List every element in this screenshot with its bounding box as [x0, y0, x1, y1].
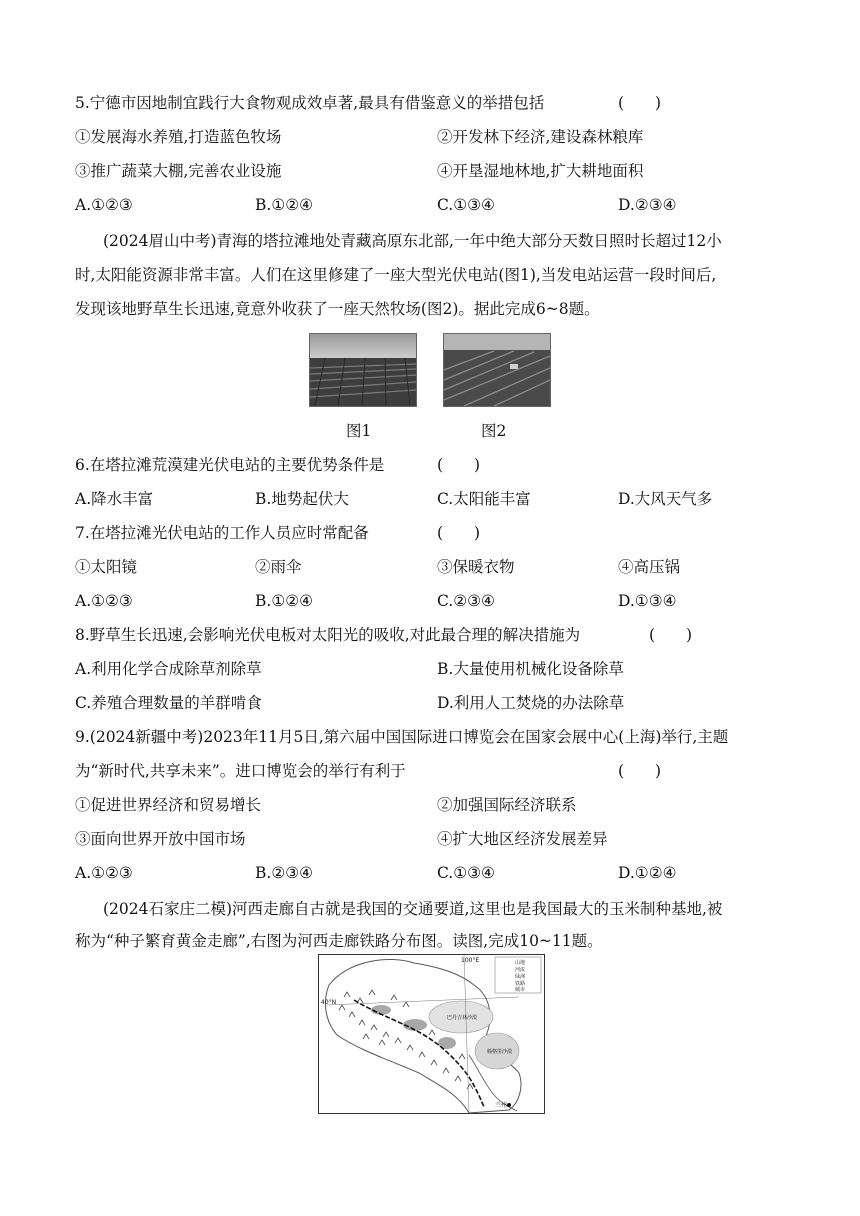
map-legend-city: 城市 [515, 987, 526, 993]
figure-2-caption: 图2 [481, 422, 507, 440]
q7-item-3: ③保暖衣物 [437, 558, 515, 576]
q9-option-c: C.①③④ [437, 864, 495, 882]
q9-answer-bracket: ( ) [618, 762, 662, 780]
q6-option-d: D.大风天气多 [618, 490, 713, 508]
q9-option-a: A.①②③ [75, 864, 133, 882]
q8-stem: 8.野草生长迅速,会影响光伏电板对太阳光的吸收,对此最合理的解决措施为 [75, 626, 581, 644]
map-legend-mountain: 山地 [515, 960, 526, 966]
q7-item-1: ①太阳镜 [75, 558, 138, 576]
q5-item-3: ③推广蔬菜大棚,完善农业设施 [75, 162, 282, 180]
q6-answer-bracket: ( ) [437, 456, 481, 474]
q9-stem-line-1: 9.(2024新疆中考)2023年11月5日,第六届中国国际进口博览会在国家会展中心(上海)举行,主题 [75, 728, 729, 746]
hexi-corridor-railway-map [318, 954, 545, 1114]
q5-item-4: ④开垦湿地林地,扩大耕地面积 [437, 162, 644, 180]
q7-option-a: A.①②③ [75, 592, 133, 610]
lanzhou-city-marker [507, 1103, 511, 1107]
map-legend-river: 河流 [515, 967, 526, 973]
q5-item-2: ②开发林下经济,建设森林粮库 [437, 128, 644, 146]
q9-option-d: D.①②④ [618, 864, 677, 882]
map-label-badain-jaran: 巴丹吉林沙漠 [447, 1015, 478, 1021]
q5-item-1: ①发展海水养殖,打造蓝色牧场 [75, 128, 282, 146]
q9-item-4: ④扩大地区经济发展差异 [437, 830, 608, 848]
passage2-line-2: 称为“种子繁育黄金走廊”,右图为河西走廊铁路分布图。读图,完成10~11题。 [75, 932, 603, 950]
q5-option-b: B.①②④ [255, 196, 314, 214]
q6-option-c: C.太阳能丰富 [437, 490, 531, 508]
q7-stem: 7.在塔拉滩光伏电站的工作人员应时常配备 [75, 524, 369, 542]
map-lon-label: 100°E [461, 957, 480, 964]
q5-option-d: D.②③④ [618, 196, 677, 214]
q8-option-a: A.利用化学合成除草剂除草 [75, 660, 262, 678]
q5-stem: 5.宁德市因地制宜践行大食物观成效卓著,最具有借鉴意义的举措包括 [75, 94, 545, 112]
map-label-tengger: 腾格里沙漠 [487, 1049, 513, 1055]
q9-option-b: B.②③④ [255, 864, 314, 882]
passage1-line-3: 发现该地野草生长迅速,竟意外收获了一座天然牧场(图2)。据此完成6~8题。 [75, 300, 600, 318]
q6-option-a: A.降水丰富 [75, 490, 154, 508]
q7-item-4: ④高压锅 [618, 558, 681, 576]
figure-1-caption: 图1 [346, 422, 372, 440]
q5-option-c: C.①③④ [437, 196, 495, 214]
q6-stem: 6.在塔拉滩荒漠建光伏电站的主要优势条件是 [75, 456, 385, 474]
q8-option-d: D.利用人工焚烧的办法除草 [437, 694, 625, 712]
q9-stem-line-2: 为“新时代,共享未来”。进口博览会的举行有利于 [75, 762, 406, 780]
passage2-line-1: (2024石家庄二模)河西走廊自古就是我国的交通要道,这里也是我国最大的玉米制种基地,被 [103, 900, 723, 918]
q8-option-c: C.养殖合理数量的羊群啃食 [75, 694, 262, 712]
q7-option-c: C.②③④ [437, 592, 495, 610]
q5-answer-bracket: ( ) [618, 94, 662, 112]
figure-2-photo [443, 333, 551, 407]
q9-item-1: ①促进世界经济和贸易增长 [75, 796, 262, 814]
figure-1-photo [309, 333, 417, 407]
q8-answer-bracket: ( ) [649, 626, 693, 644]
q8-option-b: B.大量使用机械化设备除草 [437, 660, 624, 678]
map-legend-oasis: 绿洲 [515, 974, 526, 980]
q7-option-d: D.①③④ [618, 592, 677, 610]
passage1-line-1: (2024眉山中考)青海的塔拉滩地处青藏高原东北部,一年中绝大部分天数日照时长超过12小 [103, 232, 722, 250]
map-lat-label: 40°N [321, 999, 337, 1006]
q5-option-a: A.①②③ [75, 196, 133, 214]
q7-answer-bracket: ( ) [437, 524, 481, 542]
passage1-line-2: 时,太阳能资源非常丰富。人们在这里修建了一座大型光伏电站(图1),当发电站运营一段时间后, [75, 266, 717, 284]
map-label-lanzhou: 兰州 [495, 1102, 508, 1109]
map-legend-railway: 铁路 [515, 981, 526, 987]
q9-item-2: ②加强国际经济联系 [437, 796, 577, 814]
q7-option-b: B.①②④ [255, 592, 314, 610]
q7-item-2: ②雨伞 [255, 558, 302, 576]
q9-item-3: ③面向世界开放中国市场 [75, 830, 246, 848]
q6-option-b: B.地势起伏大 [255, 490, 349, 508]
